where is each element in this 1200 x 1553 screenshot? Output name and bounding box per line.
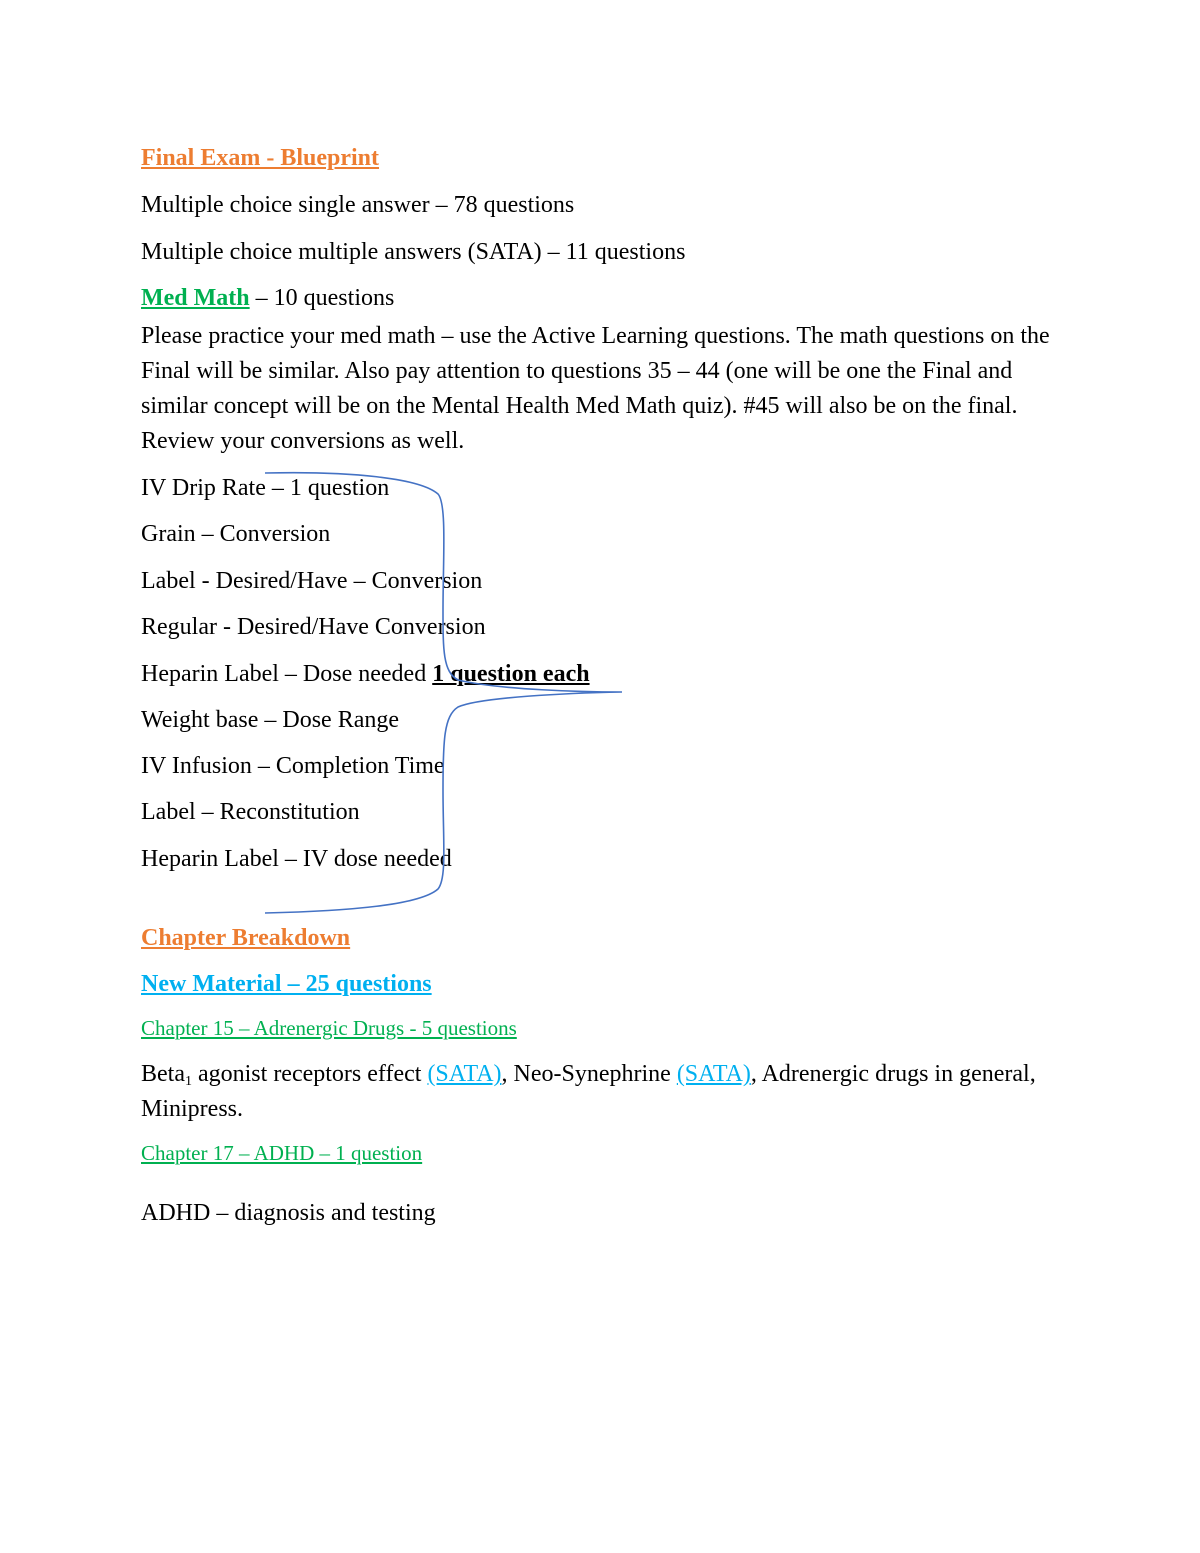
sata-link[interactable]: (SATA) [676,1061,751,1087]
chapter-breakdown-heading: Chapter Breakdown [141,925,351,951]
bracket-label: 1 question each [432,661,590,687]
med-math-topic: Weight base – Dose Range [141,707,399,733]
med-math-note: Please practice your med math – use the Active Learning questions. The math questions on the Final will be similar. Also pay attention to questions 35 – 44 (one will be one the Final and similar concept will be on the Mental Health Med Math quiz). #45 will also be on the final. Review your conversions as well. [141,323,1050,454]
new-material-heading: New Material – 25 questions [141,971,432,997]
chapter-15-text-a: agonist receptors effect [191,1061,428,1087]
document-title: Final Exam - Blueprint [141,145,380,171]
single-answer-line: Multiple choice single answer – 78 questions [141,192,575,218]
med-math-topic: IV Infusion – Completion Time [141,753,445,779]
med-math-topic: Heparin Label – Dose needed [141,661,427,687]
med-math-topic: Heparin Label – IV dose needed [141,846,452,872]
med-math-topic: Label - Desired/Have – Conversion [141,568,483,594]
beta-prefix: Beta [141,1061,185,1087]
sata-link[interactable]: (SATA) [427,1061,502,1087]
med-math-topic: Label – Reconstitution [141,799,360,825]
med-math-topic: Grain – Conversion [141,521,331,547]
chapter-15-text-c: , Adrenergic drugs in general, Minipress. [141,1061,1036,1122]
med-math-topic-row [141,660,590,688]
multiple-answers-line: Multiple choice multiple answers (SATA) – 11 questions [141,239,686,265]
chapter-15-title: Chapter 15 – Adrenergic Drugs - 5 questions [141,1016,517,1040]
chapter-17-title: Chapter 17 – ADHD – 1 question [141,1141,423,1165]
med-math-heading: Med Math [141,285,250,311]
beta-subscript: 1 [184,1074,192,1089]
chapter-15-text-b: , Neo-Synephrine [501,1061,677,1087]
chapter-17-details: ADHD – diagnosis and testing [141,1200,436,1226]
chapter-15-details [141,1057,1071,1127]
med-math-line [141,284,394,312]
med-math-topic: IV Drip Rate – 1 question [141,475,390,501]
med-math-count: – 10 questions [249,285,395,311]
med-math-topic: Regular - Desired/Have Conversion [141,614,486,640]
